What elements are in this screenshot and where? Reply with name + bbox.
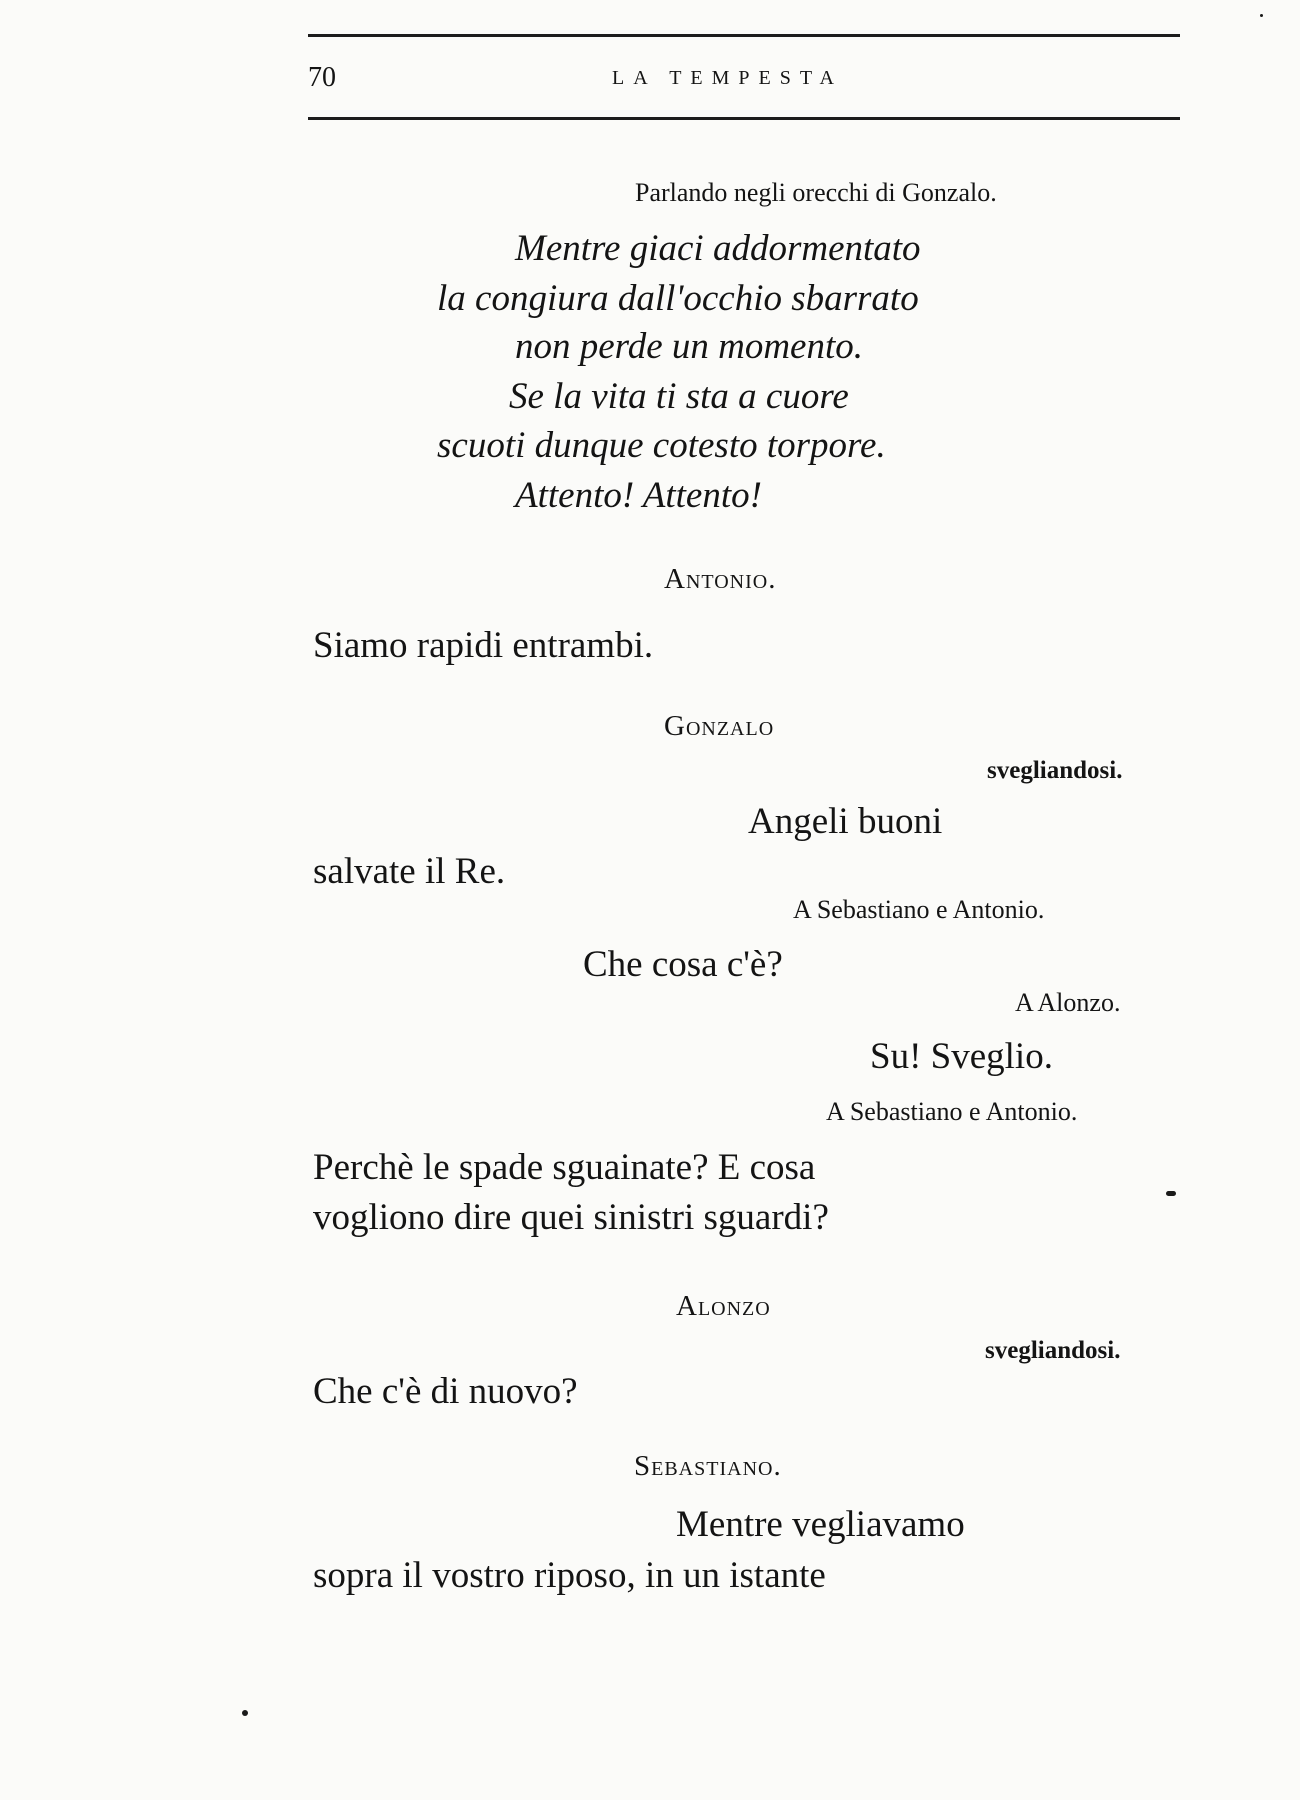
stage-direction-song: Parlando negli orecchi di Gonzalo. <box>635 178 997 207</box>
page-number: 70 <box>308 62 336 93</box>
gonzalo-line-6: vogliono dire quei sinistri sguardi? <box>313 1197 829 1238</box>
print-speck <box>1260 14 1263 17</box>
speaker-gonzalo: Gonzalo <box>664 710 775 742</box>
gonzalo-direction-3: A Alonzo. <box>1015 988 1121 1017</box>
gonzalo-line-4: Su! Sveglio. <box>870 1036 1053 1077</box>
header-rule-top <box>308 34 1180 37</box>
song-line-6: Attento! Attento! <box>515 475 762 516</box>
print-speck <box>242 1710 248 1716</box>
song-line-3: non perde un momento. <box>515 326 864 367</box>
sebastiano-line-1: Mentre vegliavamo <box>676 1504 965 1545</box>
song-line-4: Se la vita ti sta a cuore <box>509 376 849 417</box>
song-line-5: scuoti dunque cotesto torpore. <box>437 425 886 466</box>
sebastiano-line-2: sopra il vostro riposo, in un istante <box>313 1555 826 1596</box>
gonzalo-direction-2: A Sebastiano e Antonio. <box>793 895 1045 924</box>
alonzo-direction: svegliandosi. <box>985 1337 1121 1364</box>
antonio-line: Siamo rapidi entrambi. <box>313 625 654 666</box>
gonzalo-direction-4: A Sebastiano e Antonio. <box>826 1097 1078 1126</box>
speaker-sebastiano: Sebastiano. <box>634 1450 782 1482</box>
gonzalo-line-3: Che cosa c'è? <box>583 944 783 985</box>
song-line-1: Mentre giaci addormentato <box>515 228 921 269</box>
speaker-alonzo: Alonzo <box>676 1290 771 1322</box>
gonzalo-line-1: Angeli buoni <box>748 801 943 842</box>
running-title: LA TEMPESTA <box>612 67 843 89</box>
song-line-2: la congiura dall'occhio sbarrato <box>437 278 919 319</box>
alonzo-line: Che c'è di nuovo? <box>313 1371 578 1412</box>
gonzalo-line-5: Perchè le spade sguainate? E cosa <box>313 1147 816 1188</box>
header-rule-bottom <box>308 117 1180 120</box>
speaker-antonio: Antonio. <box>664 563 777 595</box>
gonzalo-direction: svegliandosi. <box>987 757 1123 784</box>
gonzalo-line-2: salvate il Re. <box>313 851 506 892</box>
print-speck <box>1166 1191 1176 1196</box>
